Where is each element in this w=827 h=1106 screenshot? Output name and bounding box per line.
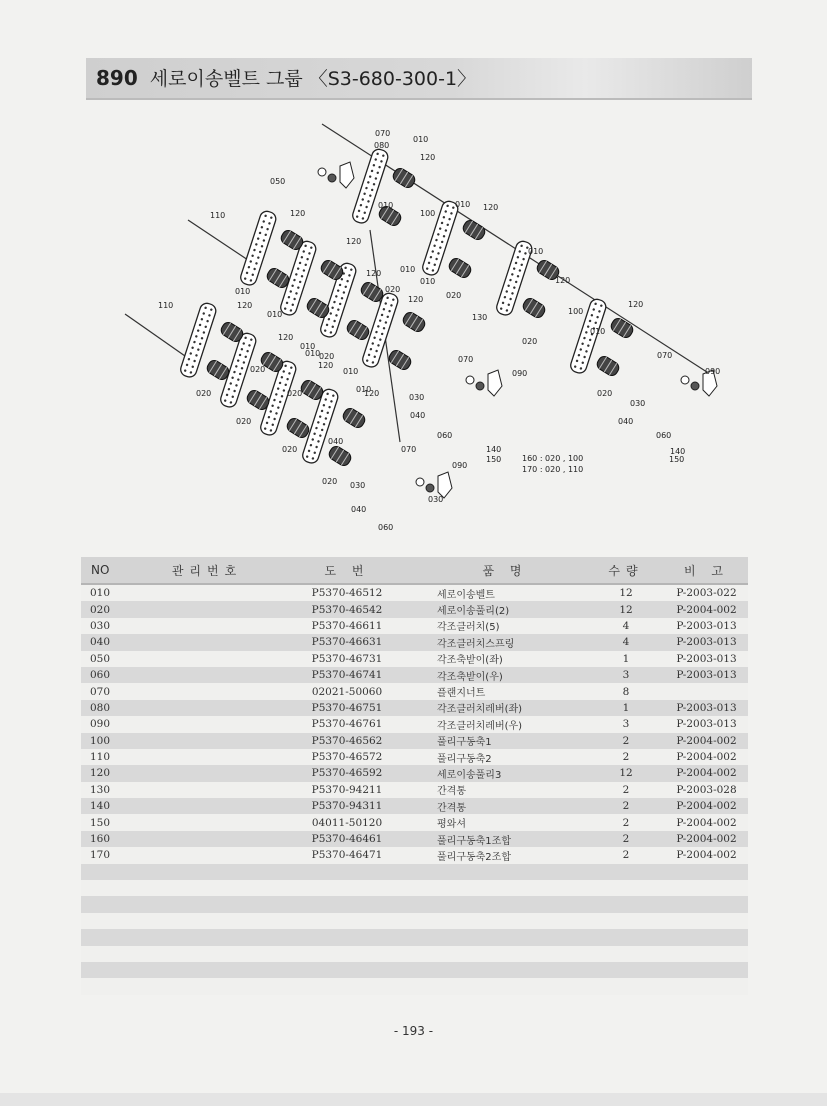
callout-label: 150 <box>486 455 502 464</box>
table-row <box>81 634 748 650</box>
part-quantity: 12 <box>587 584 665 601</box>
part-remark: P-2004-002 <box>665 749 748 765</box>
part-no <box>81 896 143 912</box>
table-row <box>81 831 748 847</box>
part-no: 170 <box>81 847 143 863</box>
part-quantity: 2 <box>587 798 665 814</box>
callout-label: 020 <box>282 445 298 454</box>
part-mgmt-number <box>143 896 271 912</box>
part-quantity: 2 <box>587 749 665 765</box>
part-name: 풀리구동축1조합 <box>423 831 587 847</box>
part-remark: P-2004-002 <box>665 765 748 781</box>
callout-label: 060 <box>378 523 394 532</box>
part-mgmt-number <box>143 880 271 896</box>
exploded-view-drawing <box>100 112 740 542</box>
part-remark: P-2003-028 <box>665 782 748 798</box>
part-remark: P-2004-002 <box>665 847 748 863</box>
callout-label: 090 <box>705 367 721 376</box>
part-mgmt-number <box>143 782 271 798</box>
part-remark: P-2004-002 <box>665 831 748 847</box>
callout-label: 010 <box>413 135 429 144</box>
callout-label: 070 <box>401 445 417 454</box>
part-remark: P-2003-013 <box>665 716 748 732</box>
part-quantity: 8 <box>587 683 665 699</box>
part-quantity: 4 <box>587 618 665 634</box>
part-no: 040 <box>81 634 143 650</box>
part-no: 140 <box>81 798 143 814</box>
table-row <box>81 896 748 912</box>
col-header-name: 품 명 <box>423 557 587 584</box>
callout-label: 050 <box>270 177 286 186</box>
col-header-remark: 비 고 <box>665 557 748 584</box>
callout-label: 120 <box>364 389 380 398</box>
callout-label: 010 <box>305 349 321 358</box>
pulley <box>521 296 547 320</box>
note-line-2: 170 : 020 , 110 <box>522 465 584 474</box>
part-name: 풀리구동축1 <box>423 733 587 749</box>
part-drawing-number <box>271 978 423 994</box>
part-no: 070 <box>81 683 143 699</box>
callout-label: 010 <box>528 247 544 256</box>
part-remark <box>665 880 748 896</box>
part-mgmt-number <box>143 651 271 667</box>
part-name <box>423 864 587 880</box>
part-name: 세로이송벨트 <box>423 584 587 601</box>
part-name: 간격통 <box>423 798 587 814</box>
part-name: 풀리구동축2 <box>423 749 587 765</box>
part-no: 010 <box>81 584 143 601</box>
part-name: 풀리구동축2조합 <box>423 847 587 863</box>
part-name: 플랜지너트 <box>423 683 587 699</box>
part-name <box>423 946 587 962</box>
part-quantity <box>587 880 665 896</box>
pulley <box>595 354 621 378</box>
callout-label: 040 <box>618 417 634 426</box>
part-name: 각조축받이(좌) <box>423 651 587 667</box>
callout-label: 010 <box>343 367 359 376</box>
part-remark: P-2004-002 <box>665 798 748 814</box>
callout-label: 120 <box>555 276 571 285</box>
table-row <box>81 667 748 683</box>
callout-label: 020 <box>446 291 462 300</box>
part-quantity: 2 <box>587 782 665 798</box>
part-remark: P-2003-022 <box>665 584 748 601</box>
part-remark: P-2004-002 <box>665 601 748 617</box>
pulley <box>461 218 487 242</box>
callout-label: 120 <box>420 153 436 162</box>
callout-label: 130 <box>472 313 488 322</box>
part-drawing-number: 04011-50120 <box>271 814 423 830</box>
part-remark <box>665 896 748 912</box>
part-name <box>423 913 587 929</box>
part-drawing-number <box>271 864 423 880</box>
part-quantity <box>587 962 665 978</box>
part-remark <box>665 864 748 880</box>
part-remark: P-2003-013 <box>665 651 748 667</box>
table-row <box>81 782 748 798</box>
part-mgmt-number <box>143 618 271 634</box>
exploded-parts-diagram <box>100 112 740 542</box>
part-name: 각조클러치스프링 <box>423 634 587 650</box>
pulley <box>387 348 413 372</box>
part-no: 030 <box>81 618 143 634</box>
part-drawing-number: P5370-46761 <box>271 716 423 732</box>
part-drawing-number <box>271 880 423 896</box>
table-row <box>81 716 748 732</box>
callout-label: 020 <box>236 417 252 426</box>
callout-label: 020 <box>597 389 613 398</box>
callout-label: 010 <box>356 385 372 394</box>
part-drawing-number: P5370-94311 <box>271 798 423 814</box>
part-mgmt-number <box>143 700 271 716</box>
callout-label: 120 <box>408 295 424 304</box>
part-mgmt-number <box>143 962 271 978</box>
part-no: 160 <box>81 831 143 847</box>
page-number: - 193 - <box>393 1024 434 1038</box>
part-drawing-number: P5370-46631 <box>271 634 423 650</box>
section-title <box>96 64 476 92</box>
section-title-text: 세로이송벨트 그룹 〈S3-680-300-1〉 <box>149 68 477 90</box>
callout-label: 070 <box>657 351 673 360</box>
part-mgmt-number <box>143 831 271 847</box>
part-quantity: 2 <box>587 814 665 830</box>
table-row <box>81 880 748 896</box>
part-quantity <box>587 896 665 912</box>
table-row <box>81 618 748 634</box>
callout-label: 060 <box>656 431 672 440</box>
part-name: 평와셔 <box>423 814 587 830</box>
callout-label: 120 <box>278 333 294 342</box>
part-quantity: 12 <box>587 601 665 617</box>
callout-label: 020 <box>385 285 401 294</box>
part-name: 각조클러치(5) <box>423 618 587 634</box>
part-quantity <box>587 913 665 929</box>
part-quantity <box>587 864 665 880</box>
table-row <box>81 601 748 617</box>
callout-label: 010 <box>235 287 251 296</box>
callout-label: 010 <box>420 277 436 286</box>
diagram-notes <box>522 454 583 474</box>
part-mgmt-number <box>143 683 271 699</box>
table-row <box>81 814 748 830</box>
part-remark: P-2004-002 <box>665 814 748 830</box>
callout-label: 070 <box>458 355 474 364</box>
part-remark <box>665 913 748 929</box>
part-mgmt-number <box>143 929 271 945</box>
part-mgmt-number <box>143 716 271 732</box>
callout-label: 020 <box>287 389 303 398</box>
part-mgmt-number <box>143 847 271 863</box>
part-mgmt-number <box>143 946 271 962</box>
callout-label: 010 <box>590 327 606 336</box>
part-quantity: 4 <box>587 634 665 650</box>
callout-label: 010 <box>378 201 394 210</box>
callout-label: 100 <box>420 209 436 218</box>
part-quantity <box>587 978 665 994</box>
table-row <box>81 847 748 863</box>
callout-label: 080 <box>374 141 390 150</box>
part-quantity: 2 <box>587 733 665 749</box>
part-remark <box>665 683 748 699</box>
table-row <box>81 765 748 781</box>
part-no <box>81 962 143 978</box>
callout-label: 030 <box>350 481 366 490</box>
part-no: 110 <box>81 749 143 765</box>
part-no <box>81 929 143 945</box>
table-row <box>81 584 748 601</box>
table-row <box>81 978 748 994</box>
table-row <box>81 946 748 962</box>
part-mgmt-number <box>143 634 271 650</box>
callout-label: 020 <box>250 365 266 374</box>
table-row <box>81 913 748 929</box>
part-no: 020 <box>81 601 143 617</box>
part-no: 050 <box>81 651 143 667</box>
table-row <box>81 700 748 716</box>
parts-table-header <box>81 557 748 584</box>
part-name <box>423 929 587 945</box>
table-row <box>81 733 748 749</box>
table-row <box>81 651 748 667</box>
part-name <box>423 962 587 978</box>
part-quantity: 1 <box>587 651 665 667</box>
part-drawing-number: P5370-46562 <box>271 733 423 749</box>
table-row <box>81 929 748 945</box>
part-mgmt-number <box>143 913 271 929</box>
part-drawing-number <box>271 929 423 945</box>
callout-label: 120 <box>366 269 382 278</box>
table-row <box>81 798 748 814</box>
part-name <box>423 880 587 896</box>
part-drawing-number: P5370-94211 <box>271 782 423 798</box>
part-remark <box>665 978 748 994</box>
part-mgmt-number <box>143 814 271 830</box>
part-quantity: 1 <box>587 700 665 716</box>
callout-label: 020 <box>522 337 538 346</box>
callout-label: 010 <box>400 265 416 274</box>
part-drawing-number: P5370-46512 <box>271 584 423 601</box>
part-drawing-number: P5370-46471 <box>271 847 423 863</box>
part-remark <box>665 962 748 978</box>
callout-label: 090 <box>452 461 468 470</box>
part-name <box>423 896 587 912</box>
part-mgmt-number <box>143 733 271 749</box>
part-drawing-number: P5370-46751 <box>271 700 423 716</box>
part-no: 150 <box>81 814 143 830</box>
pulley <box>401 310 427 334</box>
part-quantity: 2 <box>587 831 665 847</box>
part-drawing-number: P5370-46461 <box>271 831 423 847</box>
table-row <box>81 962 748 978</box>
part-drawing-number <box>271 946 423 962</box>
part-drawing-number: P5370-46741 <box>271 667 423 683</box>
pulley <box>341 406 367 430</box>
part-quantity <box>587 929 665 945</box>
table-row <box>81 749 748 765</box>
part-name: 각조클러치레버(좌) <box>423 700 587 716</box>
part-no: 130 <box>81 782 143 798</box>
callout-label: 120 <box>346 237 362 246</box>
scan-edge-strip <box>0 1093 827 1106</box>
callout-label: 020 <box>196 389 212 398</box>
callout-label: 070 <box>375 129 391 138</box>
part-mgmt-number <box>143 601 271 617</box>
part-remark: P-2004-002 <box>665 733 748 749</box>
part-quantity: 3 <box>587 716 665 732</box>
part-no <box>81 978 143 994</box>
pulley <box>391 166 417 190</box>
part-no: 080 <box>81 700 143 716</box>
callout-label: 110 <box>210 211 226 220</box>
callout-label: 030 <box>428 495 444 504</box>
part-name: 각조클러치레버(우) <box>423 716 587 732</box>
callout-label: 020 <box>322 477 338 486</box>
part-no <box>81 864 143 880</box>
part-mgmt-number <box>143 584 271 601</box>
pulley <box>609 316 635 340</box>
table-row <box>81 864 748 880</box>
callout-label: 120 <box>628 300 644 309</box>
col-header-no: NO <box>81 557 143 584</box>
part-drawing-number: 02021-50060 <box>271 683 423 699</box>
part-remark: P-2003-013 <box>665 634 748 650</box>
callout-label: 040 <box>351 505 367 514</box>
part-no: 090 <box>81 716 143 732</box>
part-mgmt-number <box>143 798 271 814</box>
clutch-assembly <box>318 162 354 188</box>
note-line-1: 160 : 020 , 100 <box>522 454 584 463</box>
part-mgmt-number <box>143 765 271 781</box>
callout-label: 010 <box>300 342 316 351</box>
callout-label: 010 <box>455 200 471 209</box>
part-name: 각조축받이(우) <box>423 667 587 683</box>
part-no <box>81 946 143 962</box>
part-no: 120 <box>81 765 143 781</box>
callout-label: 010 <box>267 310 283 319</box>
part-drawing-number: P5370-46731 <box>271 651 423 667</box>
pulley <box>345 318 371 342</box>
part-remark <box>665 946 748 962</box>
part-drawing-number: P5370-46542 <box>271 601 423 617</box>
callout-label: 140 <box>670 447 686 456</box>
callout-label: 020 <box>319 352 335 361</box>
part-name: 세로이송풀리(2) <box>423 601 587 617</box>
part-no: 060 <box>81 667 143 683</box>
part-quantity <box>587 946 665 962</box>
part-remark: P-2003-013 <box>665 618 748 634</box>
part-mgmt-number <box>143 667 271 683</box>
part-drawing-number <box>271 913 423 929</box>
part-name: 세로이송풀리3 <box>423 765 587 781</box>
part-mgmt-number <box>143 864 271 880</box>
callout-label: 090 <box>512 369 528 378</box>
part-drawing-number: P5370-46611 <box>271 618 423 634</box>
col-header-qty: 수량 <box>587 557 665 584</box>
part-name: 간격통 <box>423 782 587 798</box>
callout-label: 040 <box>328 437 344 446</box>
callout-label: 060 <box>437 431 453 440</box>
callout-label: 120 <box>237 301 253 310</box>
part-quantity: 2 <box>587 847 665 863</box>
part-drawing-number <box>271 896 423 912</box>
part-drawing-number: P5370-46572 <box>271 749 423 765</box>
table-row <box>81 683 748 699</box>
part-drawing-number: P5370-46592 <box>271 765 423 781</box>
callout-label: 040 <box>410 411 426 420</box>
part-remark: P-2003-013 <box>665 700 748 716</box>
col-header-mgmt: 관리번호 <box>143 557 271 584</box>
callout-label: 110 <box>158 301 174 310</box>
clutch-assembly <box>466 370 502 396</box>
callout-label: 120 <box>318 361 334 370</box>
part-mgmt-number <box>143 749 271 765</box>
callout-label: 140 <box>486 445 502 454</box>
callout-label: 150 <box>669 455 685 464</box>
part-quantity: 12 <box>587 765 665 781</box>
section-number: 890 <box>96 66 138 90</box>
part-mgmt-number <box>143 978 271 994</box>
part-remark <box>665 929 748 945</box>
callout-label: 120 <box>483 203 499 212</box>
pulley <box>447 256 473 280</box>
col-header-drawing: 도 번 <box>271 557 423 584</box>
pulley <box>327 444 353 468</box>
part-remark: P-2003-013 <box>665 667 748 683</box>
pulley <box>285 416 311 440</box>
callout-label: 100 <box>568 307 584 316</box>
part-drawing-number <box>271 962 423 978</box>
part-no: 100 <box>81 733 143 749</box>
callout-label: 030 <box>409 393 425 402</box>
callout-label: 120 <box>290 209 306 218</box>
part-name <box>423 978 587 994</box>
part-quantity: 3 <box>587 667 665 683</box>
part-no <box>81 880 143 896</box>
parts-table <box>81 557 748 995</box>
callout-label: 030 <box>630 399 646 408</box>
part-no <box>81 913 143 929</box>
